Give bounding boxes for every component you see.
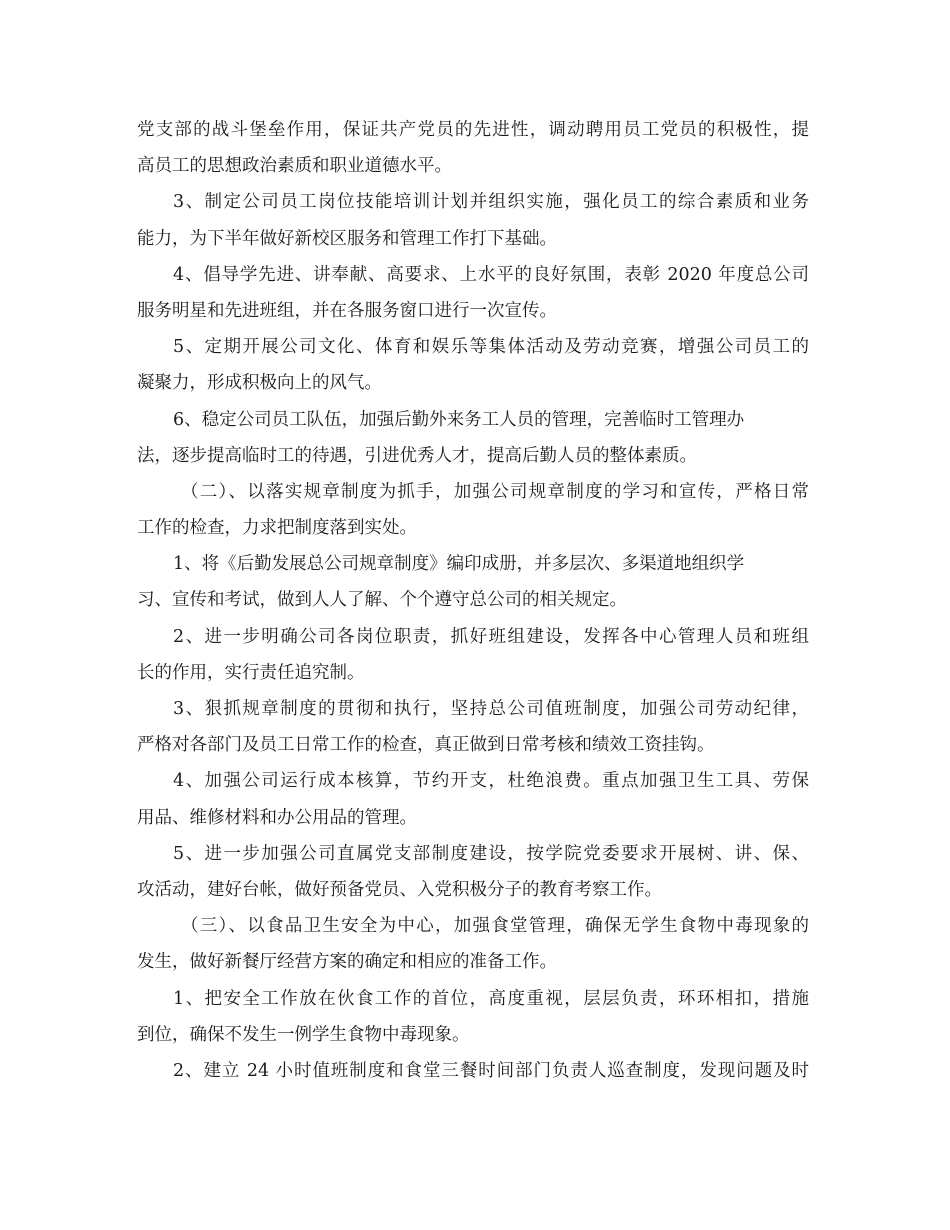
- text-line: 5、进一步加强公司直属党支部制度建设，按学院党委要求开展树、讲、保、: [173, 843, 809, 864]
- text-line: 服务明星和先进班组，并在各服务窗口进行一次宣传。: [137, 300, 557, 321]
- text-line: 用品、维修材料和办公用品的管理。: [137, 807, 417, 828]
- text-line: 3、制定公司员工岗位技能培训计划并组织实施，强化员工的综合素质和业务: [173, 192, 809, 213]
- text-line: 2、建立 24 小时值班制度和食堂三餐时间部门负责人巡查制度，发现问题及时: [173, 1060, 809, 1081]
- text-line: 党支部的战斗堡垒作用，保证共产党员的先进性，调动聘用员工党员的积极性，提: [137, 120, 809, 140]
- text-line: 凝聚力，形成积极向上的风气。: [137, 373, 382, 394]
- text-line: 到位，确保不发生一例学生食物中毒现象。: [137, 1024, 470, 1045]
- section-heading-cont: 发生，做好新餐厅经营方案的确定和相应的准备工作。: [137, 952, 557, 973]
- text-line: 法，逐步提高临时工的待遇，引进优秀人才，提高后勤人员的整体素质。: [137, 445, 697, 466]
- text-line: 6、稳定公司员工队伍，加强后勤外来务工人员的管理，完善临时工管理办: [173, 409, 745, 430]
- text-line: 攻活动，建好台帐，做好预备党员、入党积极分子的教育考察工作。: [137, 879, 662, 900]
- text-line: 5、定期开展公司文化、体育和娱乐等集体活动及劳动竞赛，增强公司员工的: [173, 337, 809, 358]
- section-heading: （三）、以食品卫生安全为中心，加强食堂管理，确保无学生食物中毒现象的: [181, 916, 809, 937]
- text-line: 1、把安全工作放在伙食工作的首位，高度重视，层层负责，环环相扣，措施: [173, 988, 809, 1009]
- section-heading: （二）、以落实规章制度为抓手，加强公司规章制度的学习和宣传，严格日常: [181, 481, 809, 502]
- text-line: 高员工的思想政治素质和职业道德水平。: [137, 156, 452, 177]
- text-line: 习、宣传和考试，做到人人了解、个个遵守总公司的相关规定。: [137, 590, 627, 611]
- text-line: 4、倡导学先进、讲奉献、高要求、上水平的良好氛围，表彰 2020 年度总公司: [173, 264, 809, 285]
- text-line: 严格对各部门及员工日常工作的检查，真正做到日常考核和绩效工资挂钩。: [137, 735, 715, 756]
- text-line: 3、狠抓规章制度的贯彻和执行，坚持总公司值班制度，加强公司劳动纪律，: [173, 699, 809, 719]
- text-line: 4、加强公司运行成本核算，节约开支，杜绝浪费。重点加强卫生工具、劳保: [173, 771, 809, 792]
- document-body: [137, 112, 827, 1089]
- text-line: 2、进一步明确公司各岗位职责，抓好班组建设，发挥各中心管理人员和班组: [173, 626, 809, 647]
- text-line: 1、将《后勤发展总公司规章制度》编印成册，并多层次、多渠道地组织学: [173, 554, 745, 575]
- text-line: 长的作用，实行责任追究制。: [137, 662, 365, 683]
- section-heading-cont: 工作的检查，力求把制度落到实处。: [137, 518, 417, 539]
- text-line: 能力，为下半年做好新校区服务和管理工作打下基础。: [137, 228, 557, 249]
